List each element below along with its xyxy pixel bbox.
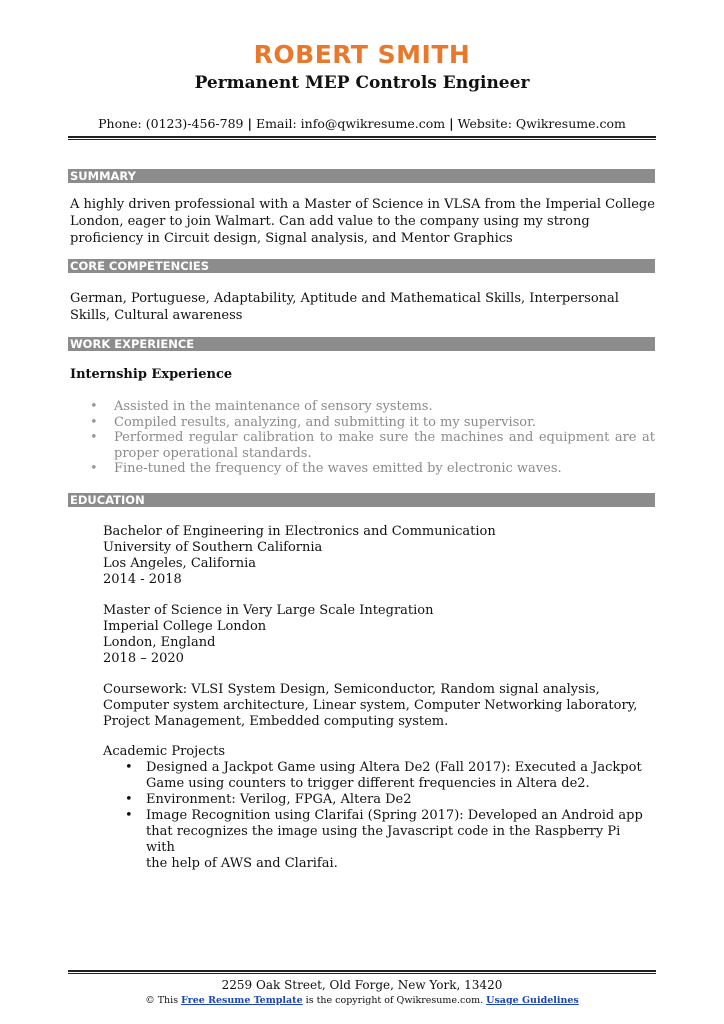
competencies-text bbox=[70, 290, 655, 324]
contact-line bbox=[0, 116, 724, 131]
separator: | bbox=[247, 116, 253, 131]
project-line: Game using counters to trigger different frequencies in Altera de2. bbox=[146, 776, 590, 791]
work-subheading: Internship Experience bbox=[70, 367, 233, 382]
list-item bbox=[103, 792, 653, 808]
header-divider bbox=[68, 136, 656, 138]
competencies-line: German, Portuguese, Adaptability, Aptitude and Mathematical Skills, Interpersonal bbox=[70, 291, 619, 306]
section-work-heading: WORK EXPERIENCE bbox=[68, 337, 655, 351]
degree-years: 2018 – 2020 bbox=[103, 651, 184, 666]
footer-copyright bbox=[0, 995, 724, 1006]
copyright-middle: is the copyright of Qwikresume.com. bbox=[305, 995, 484, 1006]
academic-projects-label: Academic Projects bbox=[103, 744, 226, 759]
list-item bbox=[103, 808, 653, 872]
degree-years: 2014 - 2018 bbox=[103, 572, 182, 587]
list-item: • Fine-tuned the frequency of the waves emitted by electronic waves. bbox=[70, 461, 655, 477]
list-item: • Compiled results, analyzing, and submitting it to my supervisor. bbox=[70, 415, 655, 431]
coursework-line: Coursework: VLSI System Design, Semiconductor, Random signal analysis, bbox=[103, 682, 600, 697]
degree-location: Los Angeles, California bbox=[103, 556, 256, 571]
work-bullet-list bbox=[70, 399, 655, 477]
section-education-heading: EDUCATION bbox=[68, 493, 655, 507]
section-competencies-heading: CORE COMPETENCIES bbox=[68, 259, 655, 273]
degree-master bbox=[103, 603, 653, 667]
separator: | bbox=[449, 116, 454, 131]
project-line: • Image Recognition using Clarifai (Spring 2017): Developed an Android app bbox=[146, 808, 643, 823]
footer-divider bbox=[68, 970, 656, 972]
footer-divider-thin bbox=[68, 973, 656, 974]
academic-projects-list bbox=[103, 760, 653, 872]
summary-line: London, eager to join Walmart. Can add value to the company using my strong bbox=[70, 214, 590, 229]
summary-line: proficiency in Circuit design, Signal analysis, and Mentor Graphics bbox=[70, 231, 513, 246]
candidate-name: ROBERT SMITH bbox=[253, 40, 471, 69]
summary-line: A highly driven professional with a Master of Science in VLSA from the Imperial College bbox=[70, 197, 655, 212]
job-title: Permanent MEP Controls Engineer bbox=[194, 73, 530, 93]
coursework-line: Project Management, Embedded computing system. bbox=[103, 714, 449, 729]
website[interactable]: Website: Qwikresume.com bbox=[457, 116, 626, 131]
project-line: the help of AWS and Clarifai. bbox=[146, 856, 338, 871]
project-line: that recognizes the image using the Javascript code in the Raspberry Pi with bbox=[146, 824, 621, 855]
list-item: • Performed regular calibration to make sure the machines and equipment are at proper operational standards. bbox=[70, 430, 655, 461]
coursework-line: Computer system architecture, Linear system, Computer Networking laboratory, bbox=[103, 698, 638, 713]
list-item: • Assisted in the maintenance of sensory systems. bbox=[70, 399, 655, 415]
section-summary-heading: SUMMARY bbox=[68, 169, 655, 183]
degree-school: Imperial College London bbox=[103, 619, 267, 634]
usage-guidelines-link[interactable]: Usage Guidelines bbox=[486, 995, 579, 1006]
free-resume-template-link[interactable]: Free Resume Template bbox=[181, 995, 303, 1006]
project-line: • Environment: Verilog, FPGA, Altera De2 bbox=[146, 792, 412, 807]
degree-name: Bachelor of Engineering in Electronics and Communication bbox=[103, 524, 496, 539]
phone: Phone: (0123)-456-789 bbox=[98, 116, 244, 131]
footer-address: 2259 Oak Street, Old Forge, New York, 13420 bbox=[221, 978, 503, 992]
degree-name: Master of Science in Very Large Scale Integration bbox=[103, 603, 434, 618]
degree-location: London, England bbox=[103, 635, 216, 650]
coursework bbox=[103, 682, 653, 730]
email[interactable]: Email: info@qwikresume.com bbox=[256, 116, 446, 131]
degree-bachelor bbox=[103, 524, 653, 588]
summary-text bbox=[70, 196, 655, 247]
competencies-line: Skills, Cultural awareness bbox=[70, 308, 243, 323]
project-line: • Designed a Jackpot Game using Altera De2 (Fall 2017): Executed a Jackpot bbox=[146, 760, 642, 775]
list-item bbox=[103, 760, 653, 792]
degree-school: University of Southern California bbox=[103, 540, 323, 555]
header-divider-thin bbox=[68, 139, 656, 140]
copyright-prefix: © This bbox=[145, 995, 179, 1006]
